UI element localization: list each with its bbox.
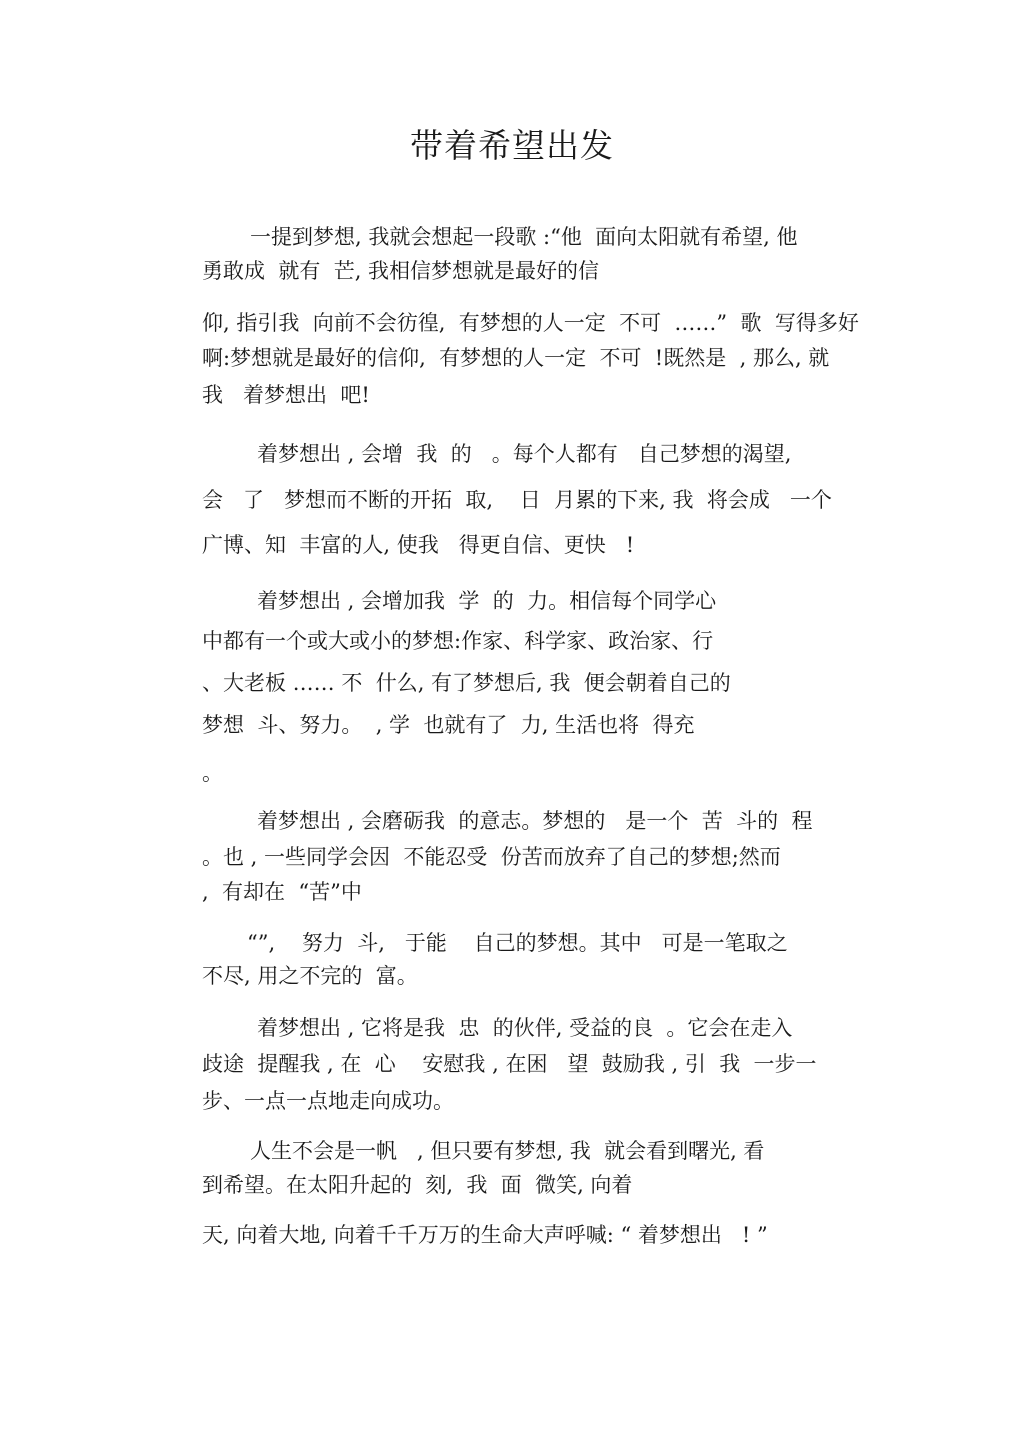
paragraph-line: 不尽, 用之不完的 富。 (202, 964, 418, 988)
paragraph-line: 。 (202, 761, 223, 785)
paragraph-line: 。也 , 一些同学会因 不能忍受 份苦而放弃了自己的梦想;然而 (202, 845, 781, 869)
paragraph-line: 中都有一个或大或小的梦想:作家、科学家、政治家、行 (202, 629, 714, 653)
paragraph-line: 着梦想出 , 会增 我 的 。每个人都有 自己梦想的渴望, (257, 442, 792, 466)
document-title: 带着希望出发 (410, 126, 614, 165)
paragraph-line: 着梦想出 , 它将是我 忠 的伙伴, 受益的良 。它会在走入 (257, 1016, 793, 1040)
paragraph-line: 啊:梦想就是最好的信仰, 有梦想的人一定 不可 !既然是 , 那么, 就 (202, 346, 830, 370)
paragraph-line: 步、一点一点地走向成功。 (202, 1089, 454, 1113)
paragraph-line: 勇敢成 就有 芒, 我相信梦想就是最好的信 (202, 259, 600, 283)
paragraph-line: 、大老板 …… 不 什么, 有了梦想后, 我 便会朝着自己的 (202, 671, 731, 695)
paragraph-line: 人生不会是一帆 , 但只要有梦想, 我 就会看到曙光, 看 (250, 1139, 765, 1163)
paragraph-line: 着梦想出 , 会磨砺我 的意志。梦想的 是一个 苦 斗的 程 (257, 809, 813, 833)
paragraph-line: 歧途 提醒我 , 在 心 安慰我 , 在困 望 鼓励我 , 引 我 一步一 (202, 1052, 817, 1076)
paragraph-line: 我 着梦想出 吧! (202, 383, 370, 407)
paragraph-line: 着梦想出 , 会增加我 学 的 力。相信每个同学心 (257, 589, 717, 613)
paragraph-line: 仰, 指引我 向前不会彷徨, 有梦想的人一定 不可 ……” 歌 写得多好 (202, 311, 859, 335)
paragraph-line: 到希望。在太阳升起的 刻, 我 面 微笑, 向着 (202, 1173, 633, 1197)
paragraph-line: 梦想 斗、努力。 , 学 也就有了 力, 生活也将 得充 (202, 713, 695, 737)
paragraph-line: 天, 向着大地, 向着千千万万的生命大声呼喊: “ 着梦想出 ! ” (202, 1223, 768, 1247)
paragraph-line: 一提到梦想, 我就会想起一段歌 :“他 面向太阳就有希望, 他 (250, 225, 798, 249)
paragraph-line: , 有却在 “苦”中 (202, 880, 362, 904)
paragraph-line: 广博、知 丰富的人, 使我 得更自信、更快 ! (202, 533, 635, 557)
paragraph-line: “”, 努力 斗, 于能 自己的梦想。其中 可是一笔取之 (247, 931, 788, 955)
paragraph-line: 会 了 梦想而不断的开拓 取, 日 月累的下来, 我 将会成 一个 (202, 488, 832, 512)
